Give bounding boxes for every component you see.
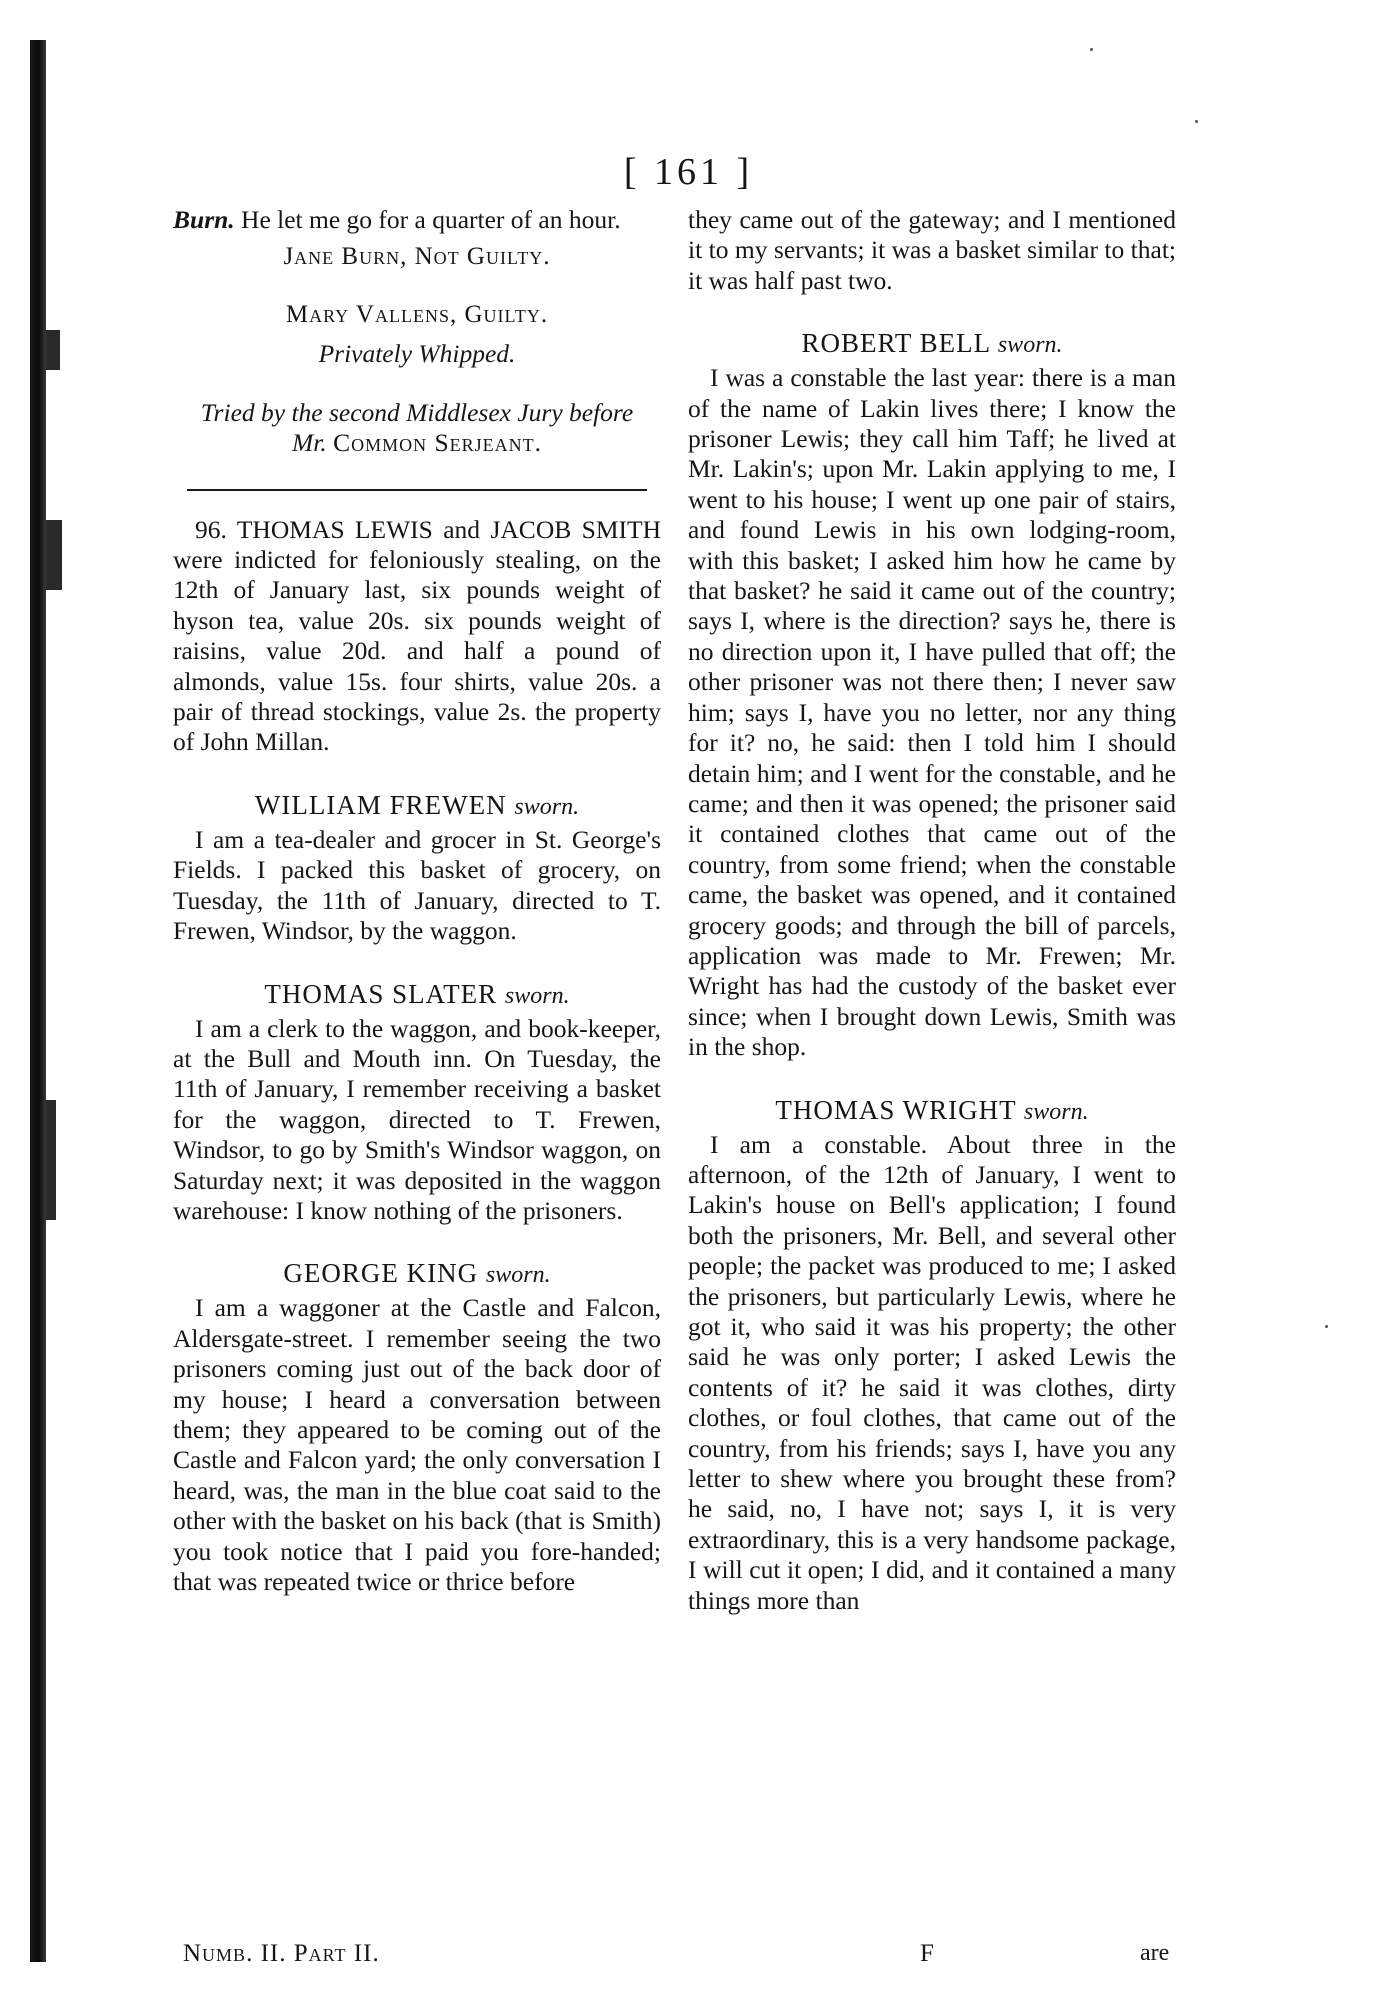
witness-heading [173, 979, 661, 1010]
testimony-paragraph: I am a constable. About three in the afternoon, of the 12th of January, I went to Lakin's house on Bell's application; I found both the prisoners, Mr. Bell, and several other people; the packet was produced to me; I asked the prisoners, but particularly Lewis, where he got it, who said it was his property; the other said he was only porter; I asked Lewis the contents of it? he said it was clothes, dirty clothes, or foul clothes, that came out of the country, from his friends; says I, have you any letter to shew where you brought these from? he said, no, I have not; says I, it is very extraordinary, this is a very handsome package, I will cut it open; I did, and it contained a many things more than [688, 1129, 1176, 1615]
testimony-paragraph: I am a waggoner at the Castle and Falcon, Aldersgate-street. I remember seeing the two prisoners coming just out of the back door of my house; I heard a conversation between them; they appeared to be coming out of the Castle and Falcon yard; the only conversation I heard, was, the man in the blue coat said to the other with the basket on his back (that is Smith) you took notice that I paid you fore-handed; that was repeated twice or thrice before [173, 1293, 661, 1596]
witness-heading [688, 1095, 1176, 1126]
witness-name: THOMAS SLATER [264, 978, 498, 1009]
witness-name: ROBERT BELL [801, 328, 991, 359]
sworn-label: sworn. [514, 793, 580, 820]
sworn-label: sworn. [997, 332, 1063, 359]
signature-mark: F [920, 1940, 934, 1967]
paper-speck [1195, 120, 1198, 123]
testimony-paragraph: I am a tea-dealer and grocer in St. George's Fields. I packed this basket of grocery, on Tuesday, the 11th of January, directed to T. Frewen, Windsor, by the waggon. [173, 824, 661, 946]
binding-speck [46, 330, 60, 370]
witness-heading [173, 1258, 661, 1289]
paper-speck [1090, 48, 1093, 51]
testimony-paragraph: I was a constable the last year: there is a man of the name of Lakin lives there; I know the prisoner Lewis; they call him Taff; he lived at Mr. Lakin's; upon Mr. Lakin applying to me, I went to his house; I went up one pair of stairs, and found Lewis in his own lodging-room, with this basket; I asked him how he came by that basket? he said it came out of the country; says I, where is the direction? says he, there is no direction upon it, I have pulled that off; the other prisoner was not there then; I never saw him; says I, have you no letter, nor any thing for it? no, he said: then I told him I should detain him; and I went for the constable, and he came; and then it was opened; the prisoner said it contained clothes that came out of the country, from some friend; when the constable came, the basket was opened, and it contained grocery goods; and through the bill of parcels, application was made to Mr. Frewen; Mr. Wright has had the custody of the basket ever since; when I brought down Lewis, Smith was in the shop. [688, 363, 1176, 1062]
page-number-header: [ 161 ] [623, 151, 754, 193]
indictment-paragraph: 96. THOMAS LEWIS and JACOB SMITH were indicted for feloniously stealing, on the 12th of January last, six pounds weight of hyson tea, value 20s. six pounds weight of raisins, value 20d. and half a pound of almonds, value 15s. four shirts, value 20s. a pair of thread stockings, value 2s. the property of John Millan. [173, 514, 661, 757]
judge-title: Mr. [291, 428, 327, 458]
book-binding-shadow [30, 40, 46, 1962]
right-column [688, 205, 1176, 1616]
continuation-paragraph: they came out of the gateway; and I mentioned it to my servants; it was a basket similar to that; it was half past two. [688, 205, 1176, 295]
jury-line-judge [173, 428, 661, 458]
verdict-line: Jane Burn, Not Guilty. [283, 243, 551, 271]
jury-line: Tried by the second Middlesex Jury before [200, 397, 634, 427]
continuation-text: He let me go for a quarter of an hour. [241, 205, 621, 234]
witness-name: GEORGE KING [283, 1258, 479, 1289]
section-rule [187, 489, 647, 491]
sworn-label: sworn. [485, 1262, 551, 1289]
binding-speck [46, 520, 62, 590]
testimony-paragraph: I am a clerk to the waggon, and book-keeper, at the Bull and Mouth inn. On Tuesday, the 11th of January, I remember receiving a basket for the waggon, directed to T. Frewen, Windsor, to go by Smith's Windsor waggon, on Saturday next; it was deposited in the waggon warehouse: I know nothing of the prisoners. [173, 1013, 661, 1225]
verdict-line: Mary Vallens, Guilty. [285, 301, 549, 329]
witness-heading [173, 790, 661, 821]
witness-heading [688, 328, 1176, 359]
catchword: are [1140, 1940, 1170, 1966]
sworn-label: sworn. [504, 982, 570, 1009]
witness-name: THOMAS WRIGHT [775, 1094, 1017, 1125]
sworn-label: sworn. [1023, 1098, 1089, 1125]
witness-name: WILLIAM FREWEN [254, 789, 507, 820]
judge-name: Common Serjeant. [333, 428, 543, 458]
paper-speck [1325, 1325, 1328, 1328]
footer-volume-label: Numb. II. Part II. [183, 1940, 380, 1967]
speaker-name: Burn. [173, 205, 235, 234]
sentence-line: Privately Whipped. [318, 339, 516, 369]
binding-speck [46, 1100, 56, 1220]
left-column [173, 205, 661, 1597]
continuation-paragraph [173, 205, 661, 235]
